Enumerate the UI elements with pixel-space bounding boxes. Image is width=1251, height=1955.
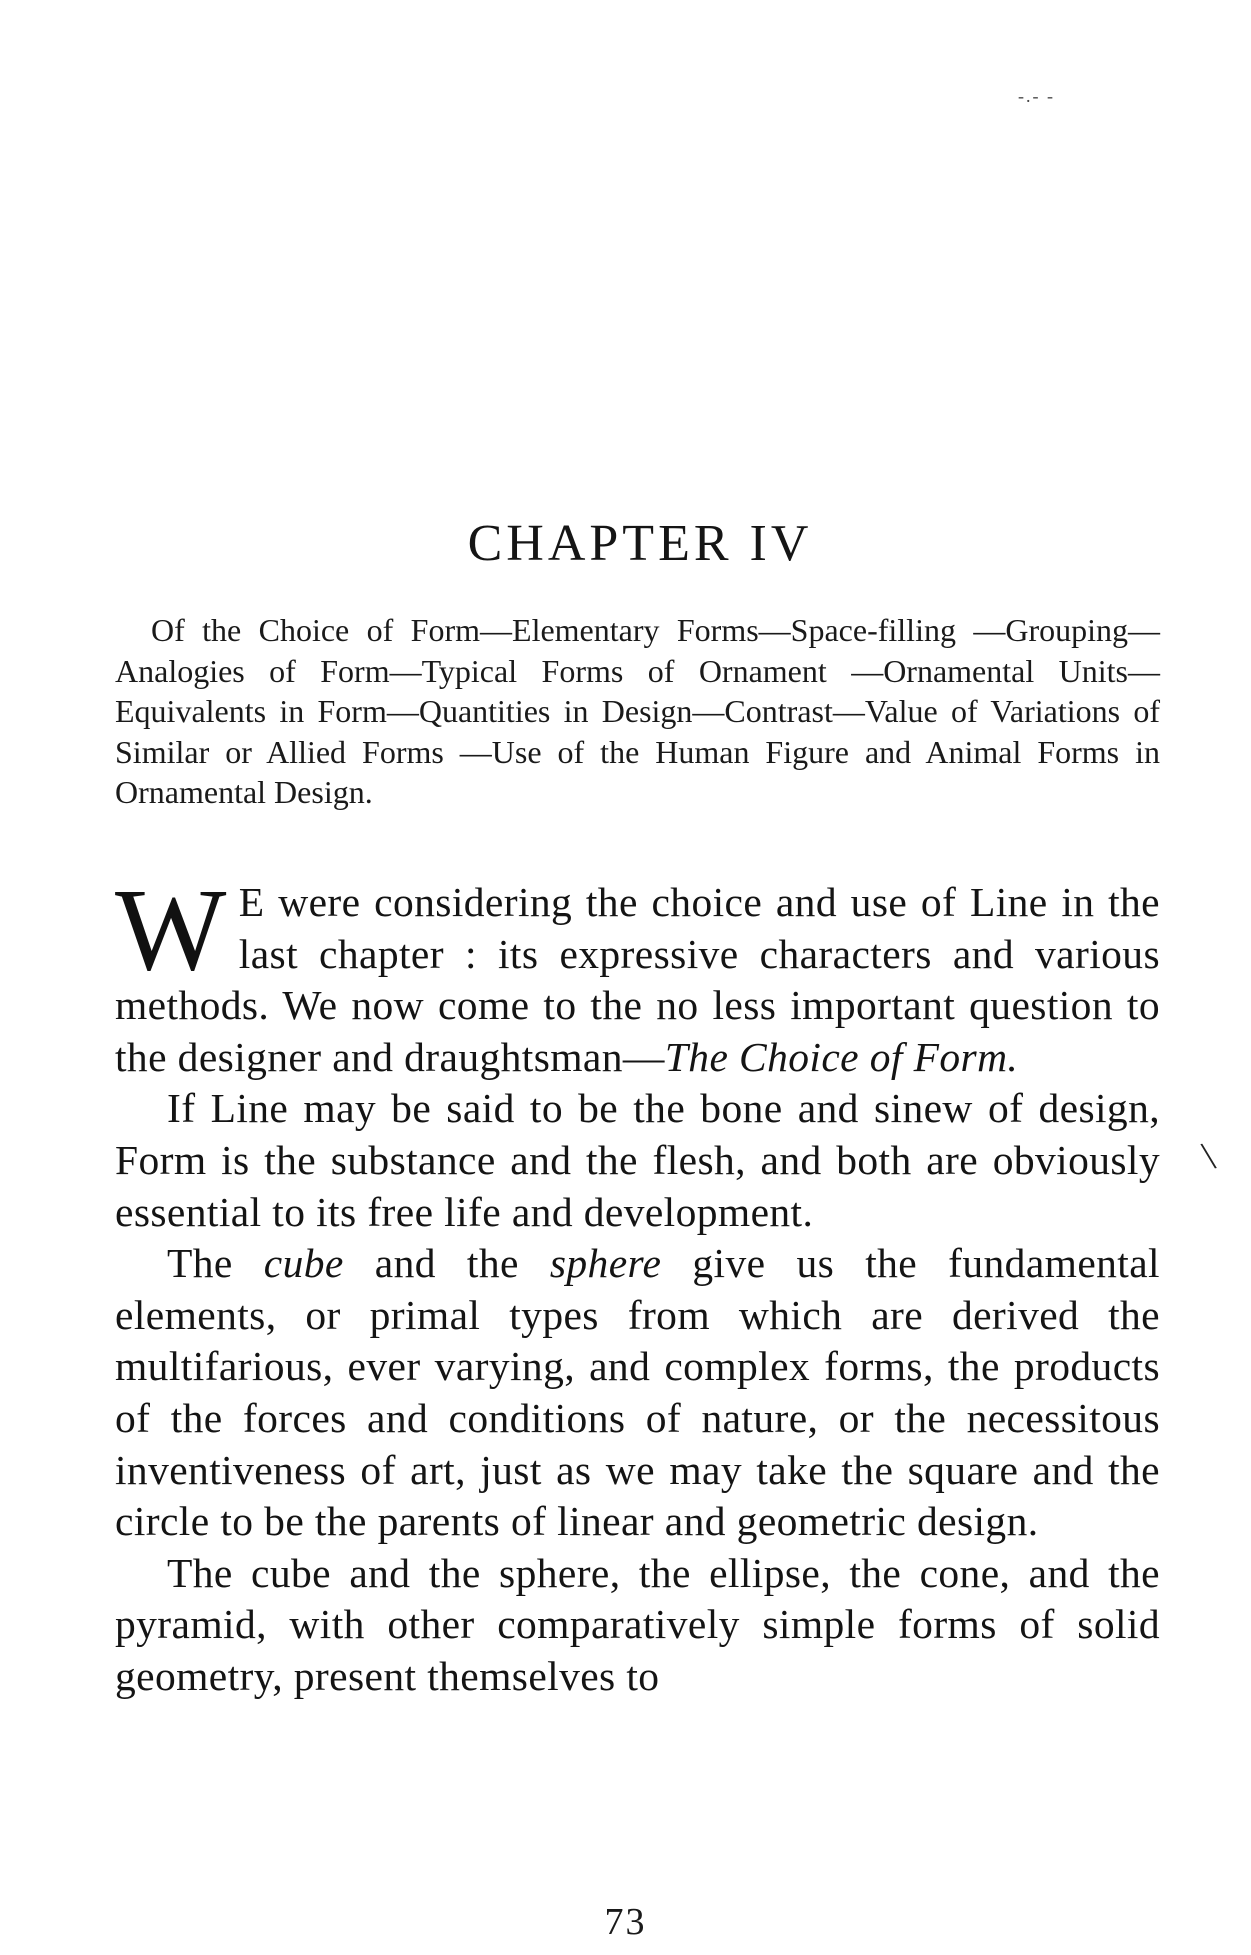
chapter-summary: Of the Choice of Form—Elementary Forms—Space-filling —Grouping—Analogies of Form—Typical Forms of Ornament —Ornamental Units—Equivalents in Form—Quantities in Design—Contrast—Value of Variations of Similar or Allied Forms —Use of the Human Figure and Animal Forms in Ornamental Design. xyxy=(115,612,1160,810)
margin-mark: \ xyxy=(1198,1132,1219,1179)
chapter-title: CHAPTER IV xyxy=(467,515,813,572)
paragraph-3-italic-sphere: sphere xyxy=(549,1240,662,1287)
page-number: 73 xyxy=(604,1901,647,1943)
paragraph-1 xyxy=(115,864,1160,1083)
paragraph-1-text: E were considering the choice and use of Line in the last chapter : its expressive characters and various methods. We now come to the no less important question to the designer and draughtsman— xyxy=(115,879,1160,1080)
paragraph-3-italic-cube: cube xyxy=(263,1240,344,1287)
paragraph-3-part1: The xyxy=(167,1240,264,1287)
drop-cap: W xyxy=(115,864,227,995)
paragraph-3-part2: and the xyxy=(343,1240,550,1287)
paragraph-3 xyxy=(115,1238,1160,1548)
paragraph-3-part3: give us the fundamental elements, or primal types from which are derived the multifarious, ever varying, and complex forms, the products of the forces and conditions of nature, or the necessitous inventiveness of art, just as we may take the square and the circle to be the parents of linear and geometric design. xyxy=(115,1240,1160,1545)
top-margin-mark: -.- - xyxy=(1018,86,1055,106)
paragraph-4: The cube and the sphere, the ellipse, the cone, and the pyramid, with other comparatively simple forms of solid geometry, present themselves to xyxy=(115,1549,1160,1699)
paragraph-1-italic: The Choice of Form. xyxy=(664,1033,1019,1080)
body-text xyxy=(115,864,1160,1703)
paragraph-2: If Line may be said to be the bone and sinew of design, Form is the substance and the flesh, and both are obviously essential to its free life and development. xyxy=(115,1085,1160,1235)
